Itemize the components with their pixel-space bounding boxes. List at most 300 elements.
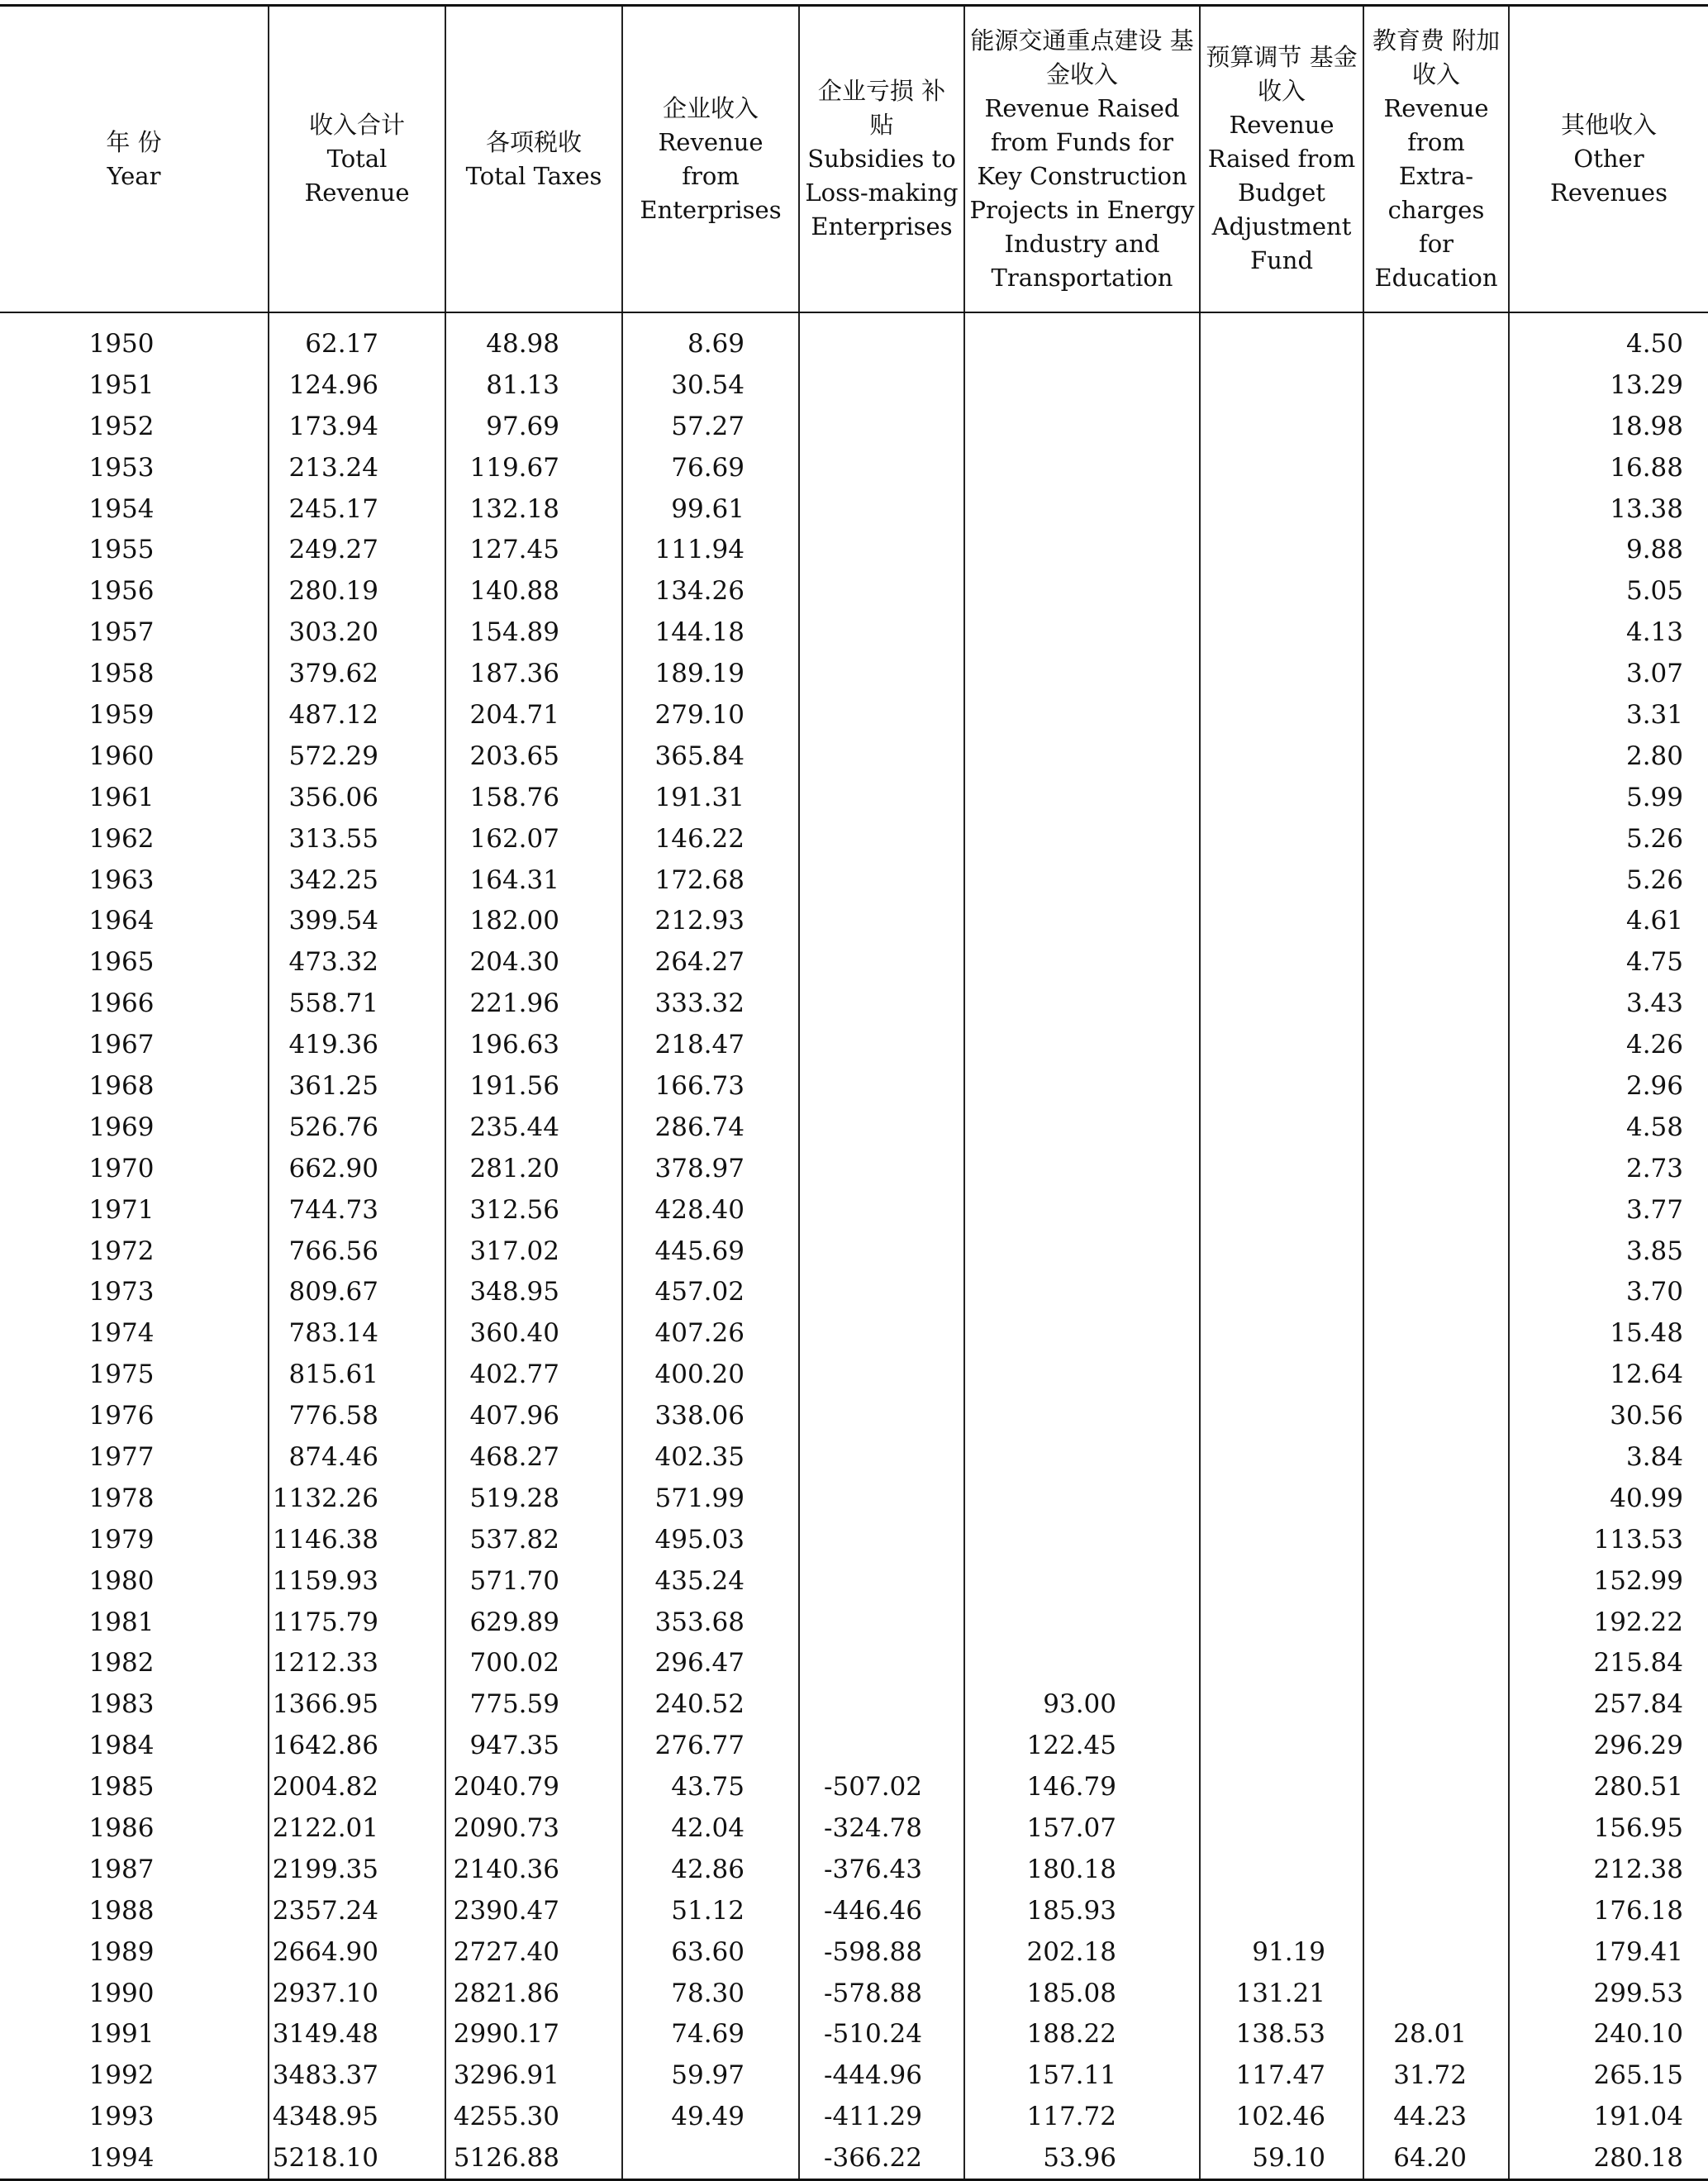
value-cell: 59.10: [1200, 2137, 1363, 2179]
value-cell: [799, 1683, 964, 1725]
value-cell: 146.79: [964, 1766, 1200, 1807]
year-cell: 1978: [88, 1483, 155, 1513]
value-cell: 154.89: [445, 612, 622, 653]
value-cell: 49.49: [622, 2096, 799, 2137]
value-cell: 127.45: [445, 529, 622, 570]
table-row: [0, 406, 1708, 447]
value-cell: 188.22: [964, 2014, 1200, 2055]
value-cell: [964, 777, 1200, 818]
value-cell: [799, 570, 964, 612]
value-cell: [964, 900, 1200, 941]
value-cell: [1200, 1643, 1363, 1684]
year-cell: 1956: [88, 576, 155, 607]
year-cell: 1982: [88, 1648, 155, 1679]
value-cell: 5.26: [1509, 818, 1708, 860]
value-cell: [1200, 1436, 1363, 1478]
value-cell: [799, 860, 964, 901]
header-education: [1363, 6, 1509, 313]
value-cell: 122.45: [964, 1725, 1200, 1766]
table-row: [0, 694, 1708, 736]
value-cell: 185.93: [964, 1890, 1200, 1931]
value-cell: 31.72: [1363, 2055, 1509, 2096]
year-cell: 1968: [88, 1070, 155, 1101]
value-cell: 204.71: [445, 694, 622, 736]
value-cell: 43.75: [622, 1766, 799, 1807]
value-cell: [1363, 1354, 1509, 1395]
table-row: [0, 1807, 1708, 1849]
value-cell: -510.24: [799, 2014, 964, 2055]
year-cell: 1973: [88, 1277, 155, 1307]
value-cell: [964, 941, 1200, 983]
value-cell: 783.14: [269, 1312, 445, 1354]
value-cell: [1200, 570, 1363, 612]
value-cell: 28.01: [1363, 2014, 1509, 2055]
value-cell: 3149.48: [269, 2014, 445, 2055]
value-cell: 445.69: [622, 1231, 799, 1272]
value-cell: [1363, 653, 1509, 694]
value-cell: 202.18: [964, 1931, 1200, 1973]
value-cell: [799, 1312, 964, 1354]
year-cell: 1952: [88, 411, 155, 441]
value-cell: 571.99: [622, 1478, 799, 1519]
value-cell: 487.12: [269, 694, 445, 736]
value-cell: 172.68: [622, 860, 799, 901]
value-cell: 947.35: [445, 1725, 622, 1766]
value-cell: [964, 1024, 1200, 1065]
value-cell: [1363, 1725, 1509, 1766]
value-cell: 53.96: [964, 2137, 1200, 2179]
value-cell: 117.72: [964, 2096, 1200, 2137]
value-cell: 99.61: [622, 488, 799, 530]
value-cell: 185.08: [964, 1973, 1200, 2014]
value-cell: 2.80: [1509, 736, 1708, 777]
value-cell: 4348.95: [269, 2096, 445, 2137]
value-cell: [1200, 1148, 1363, 1189]
value-cell: [1363, 1271, 1509, 1312]
value-cell: 1146.38: [269, 1519, 445, 1560]
value-cell: [964, 364, 1200, 406]
value-cell: [964, 1354, 1200, 1395]
value-cell: [1200, 1683, 1363, 1725]
value-cell: 317.02: [445, 1231, 622, 1272]
value-cell: 1212.33: [269, 1643, 445, 1684]
value-cell: [1363, 1849, 1509, 1890]
value-cell: 162.07: [445, 818, 622, 860]
value-cell: [799, 900, 964, 941]
value-cell: 428.40: [622, 1189, 799, 1231]
year-cell: 1951: [88, 369, 155, 400]
value-cell: 2937.10: [269, 1973, 445, 2014]
value-cell: 3.85: [1509, 1231, 1708, 1272]
table-row: [0, 736, 1708, 777]
value-cell: 2390.47: [445, 1890, 622, 1931]
value-cell: [799, 1519, 964, 1560]
table-row: [0, 2096, 1708, 2137]
header-cn: 年 份: [106, 127, 162, 156]
value-cell: [964, 312, 1200, 364]
value-cell: [964, 1065, 1200, 1107]
table-row: [0, 1725, 1708, 1766]
table-row: [0, 1683, 1708, 1725]
value-cell: 276.77: [622, 1725, 799, 1766]
value-cell: [964, 1271, 1200, 1312]
table-row: [0, 529, 1708, 570]
value-cell: 2.73: [1509, 1148, 1708, 1189]
value-cell: [1200, 900, 1363, 941]
value-cell: 5.26: [1509, 860, 1708, 901]
year-cell: 1979: [88, 1524, 155, 1555]
value-cell: [1363, 900, 1509, 941]
year-cell: 1961: [88, 782, 155, 812]
header-en: Other Revenues: [1550, 145, 1668, 207]
value-cell: 280.19: [269, 570, 445, 612]
header-en: Subsidies to Loss-making Enterprises: [805, 145, 959, 240]
value-cell: 662.90: [269, 1148, 445, 1189]
value-cell: [964, 736, 1200, 777]
value-cell: [799, 312, 964, 364]
value-cell: 5.05: [1509, 570, 1708, 612]
value-cell: -598.88: [799, 1931, 964, 1973]
value-cell: [1363, 1973, 1509, 2014]
value-cell: [964, 1602, 1200, 1643]
value-cell: [799, 1395, 964, 1436]
value-cell: 42.04: [622, 1807, 799, 1849]
value-cell: 457.02: [622, 1271, 799, 1312]
year-cell: 1983: [88, 1689, 155, 1720]
header-en: Total Revenue: [304, 145, 410, 207]
value-cell: [1363, 777, 1509, 818]
value-cell: 64.20: [1363, 2137, 1509, 2179]
year-cell: 1984: [88, 1731, 155, 1761]
year-cell: 1971: [88, 1194, 155, 1225]
value-cell: -446.46: [799, 1890, 964, 1931]
value-cell: 2821.86: [445, 1973, 622, 2014]
value-cell: 348.95: [445, 1271, 622, 1312]
header-cn: 企业收入: [662, 93, 759, 122]
value-cell: 93.00: [964, 1683, 1200, 1725]
value-cell: 111.94: [622, 529, 799, 570]
value-cell: 313.55: [269, 818, 445, 860]
table-row: [0, 818, 1708, 860]
year-cell: 1960: [88, 740, 155, 771]
value-cell: [1200, 736, 1363, 777]
value-cell: [1363, 447, 1509, 488]
value-cell: 15.48: [1509, 1312, 1708, 1354]
value-cell: 240.10: [1509, 2014, 1708, 2055]
value-cell: 138.53: [1200, 2014, 1363, 2055]
value-cell: [799, 447, 964, 488]
value-cell: [1200, 1519, 1363, 1560]
header-en: Revenue from Enterprises: [640, 127, 782, 224]
header-other: [1509, 6, 1708, 313]
value-cell: [1200, 312, 1363, 364]
value-cell: 2199.35: [269, 1849, 445, 1890]
value-cell: 495.03: [622, 1519, 799, 1560]
value-cell: [799, 1107, 964, 1148]
value-cell: 1132.26: [269, 1478, 445, 1519]
year-cell: 1974: [88, 1318, 155, 1349]
value-cell: [799, 1643, 964, 1684]
value-cell: [1363, 1148, 1509, 1189]
value-cell: [964, 1148, 1200, 1189]
value-cell: [799, 941, 964, 983]
value-cell: -411.29: [799, 2096, 964, 2137]
value-cell: 2140.36: [445, 1849, 622, 1890]
value-cell: [964, 860, 1200, 901]
value-cell: 775.59: [445, 1683, 622, 1725]
value-cell: 435.24: [622, 1560, 799, 1602]
value-cell: 473.32: [269, 941, 445, 983]
value-cell: [1200, 1725, 1363, 1766]
value-cell: 399.54: [269, 900, 445, 941]
value-cell: 191.56: [445, 1065, 622, 1107]
value-cell: 356.06: [269, 777, 445, 818]
value-cell: 180.18: [964, 1849, 1200, 1890]
value-cell: [1200, 406, 1363, 447]
table-row: [0, 2014, 1708, 2055]
value-cell: [964, 1312, 1200, 1354]
header-en: Revenue Raised from Budget Adjustment Fund: [1207, 111, 1356, 274]
value-cell: 296.47: [622, 1643, 799, 1684]
year-cell: 1953: [88, 452, 155, 483]
value-cell: 131.21: [1200, 1973, 1363, 2014]
value-cell: -366.22: [799, 2137, 964, 2179]
value-cell: [1363, 736, 1509, 777]
value-cell: [1200, 777, 1363, 818]
value-cell: [799, 777, 964, 818]
value-cell: 400.20: [622, 1354, 799, 1395]
year-cell: 1967: [88, 1030, 155, 1060]
value-cell: 296.29: [1509, 1725, 1708, 1766]
value-cell: [1200, 1395, 1363, 1436]
table-row: [0, 1643, 1708, 1684]
value-cell: 4255.30: [445, 2096, 622, 2137]
value-cell: [1200, 1849, 1363, 1890]
value-cell: 144.18: [622, 612, 799, 653]
value-cell: [964, 1107, 1200, 1148]
value-cell: 4.26: [1509, 1024, 1708, 1065]
value-cell: 286.74: [622, 1107, 799, 1148]
value-cell: 78.30: [622, 1973, 799, 2014]
year-cell: 1963: [88, 864, 155, 895]
value-cell: [1363, 1602, 1509, 1643]
value-cell: 4.58: [1509, 1107, 1708, 1148]
value-cell: 402.77: [445, 1354, 622, 1395]
value-cell: 2990.17: [445, 2014, 622, 2055]
value-cell: [1200, 1065, 1363, 1107]
value-cell: 264.27: [622, 941, 799, 983]
year-cell: 1970: [88, 1153, 155, 1183]
value-cell: 4.61: [1509, 900, 1708, 941]
value-cell: [964, 983, 1200, 1024]
value-cell: 3.77: [1509, 1189, 1708, 1231]
table-row: [0, 488, 1708, 530]
value-cell: [1363, 1312, 1509, 1354]
value-cell: [1363, 364, 1509, 406]
value-cell: [799, 612, 964, 653]
value-cell: -444.96: [799, 2055, 964, 2096]
value-cell: 173.94: [269, 406, 445, 447]
table-row: [0, 1231, 1708, 1272]
value-cell: 280.51: [1509, 1766, 1708, 1807]
table-row: [0, 570, 1708, 612]
table-row: [0, 983, 1708, 1024]
value-cell: [799, 1602, 964, 1643]
value-cell: 13.29: [1509, 364, 1708, 406]
year-cell: 1980: [88, 1565, 155, 1596]
year-cell: 1966: [88, 988, 155, 1019]
value-cell: 1175.79: [269, 1602, 445, 1643]
value-cell: [1363, 818, 1509, 860]
value-cell: 1642.86: [269, 1725, 445, 1766]
year-cell: 1976: [88, 1401, 155, 1431]
year-cell: 1992: [88, 2060, 155, 2091]
value-cell: [964, 447, 1200, 488]
year-cell: 1955: [88, 535, 155, 565]
header-cn: 收入合计: [308, 111, 405, 139]
value-cell: 117.47: [1200, 2055, 1363, 2096]
table-row: [0, 1312, 1708, 1354]
value-cell: 119.67: [445, 447, 622, 488]
value-cell: 13.38: [1509, 488, 1708, 530]
value-cell: 519.28: [445, 1478, 622, 1519]
value-cell: [964, 529, 1200, 570]
value-cell: [1200, 983, 1363, 1024]
header-year: [0, 6, 269, 313]
value-cell: 419.36: [269, 1024, 445, 1065]
value-cell: 280.18: [1509, 2137, 1708, 2179]
value-cell: 299.53: [1509, 1973, 1708, 2014]
value-cell: [799, 1436, 964, 1478]
value-cell: 629.89: [445, 1602, 622, 1643]
year-cell: 1965: [88, 947, 155, 978]
table-row: [0, 1395, 1708, 1436]
value-cell: [1363, 860, 1509, 901]
value-cell: 42.86: [622, 1849, 799, 1890]
value-cell: [1200, 1354, 1363, 1395]
value-cell: -578.88: [799, 1973, 964, 2014]
value-cell: [1200, 694, 1363, 736]
value-cell: 63.60: [622, 1931, 799, 1973]
value-cell: 558.71: [269, 983, 445, 1024]
value-cell: 571.70: [445, 1560, 622, 1602]
value-cell: 215.84: [1509, 1643, 1708, 1684]
year-cell: 1958: [88, 659, 155, 689]
year-cell: 1957: [88, 617, 155, 648]
value-cell: [1363, 1807, 1509, 1849]
value-cell: [1200, 488, 1363, 530]
value-cell: [1200, 612, 1363, 653]
value-cell: 12.64: [1509, 1354, 1708, 1395]
value-cell: [622, 2137, 799, 2179]
value-cell: [964, 1519, 1200, 1560]
value-cell: [799, 1231, 964, 1272]
value-cell: 338.06: [622, 1395, 799, 1436]
value-cell: [1363, 1560, 1509, 1602]
value-cell: [964, 570, 1200, 612]
table-row: [0, 1931, 1708, 1973]
value-cell: [1200, 1890, 1363, 1931]
value-cell: 113.53: [1509, 1519, 1708, 1560]
value-cell: 815.61: [269, 1354, 445, 1395]
table-row: [0, 1560, 1708, 1602]
value-cell: [964, 1189, 1200, 1231]
value-cell: 776.58: [269, 1395, 445, 1436]
value-cell: [1363, 983, 1509, 1024]
value-cell: [1363, 312, 1509, 364]
value-cell: [799, 818, 964, 860]
value-cell: [964, 1478, 1200, 1519]
value-cell: 333.32: [622, 983, 799, 1024]
value-cell: 44.23: [1363, 2096, 1509, 2137]
value-cell: [964, 612, 1200, 653]
value-cell: 3296.91: [445, 2055, 622, 2096]
value-cell: 245.17: [269, 488, 445, 530]
value-cell: 91.19: [1200, 1931, 1363, 1973]
value-cell: 124.96: [269, 364, 445, 406]
value-cell: [799, 529, 964, 570]
year-cell: 1986: [88, 1813, 155, 1843]
year-cell: 1987: [88, 1854, 155, 1884]
header-en: Revenue Raised from Funds for Key Construction Projects in Energy Industry and Transportation: [969, 93, 1195, 292]
value-cell: 30.56: [1509, 1395, 1708, 1436]
value-cell: [1363, 1683, 1509, 1725]
table-row: [0, 1849, 1708, 1890]
value-cell: 192.22: [1509, 1602, 1708, 1643]
value-cell: 700.02: [445, 1643, 622, 1684]
value-cell: 766.56: [269, 1231, 445, 1272]
value-cell: 51.12: [622, 1890, 799, 1931]
value-cell: [1363, 1189, 1509, 1231]
value-cell: 2664.90: [269, 1931, 445, 1973]
value-cell: [1363, 1643, 1509, 1684]
value-cell: 221.96: [445, 983, 622, 1024]
value-cell: -324.78: [799, 1807, 964, 1849]
year-cell: 1991: [88, 2019, 155, 2050]
value-cell: 212.38: [1509, 1849, 1708, 1890]
table-row: [0, 2055, 1708, 2096]
value-cell: [1200, 1231, 1363, 1272]
header-cn: 其他收入: [1560, 111, 1657, 139]
value-cell: 158.76: [445, 777, 622, 818]
value-cell: [799, 1024, 964, 1065]
value-cell: [1363, 1478, 1509, 1519]
value-cell: 191.04: [1509, 2096, 1708, 2137]
year-cell: 1985: [88, 1772, 155, 1802]
value-cell: 57.27: [622, 406, 799, 447]
value-cell: [799, 1148, 964, 1189]
table-row: [0, 941, 1708, 983]
value-cell: [1363, 1766, 1509, 1807]
value-cell: [1200, 1024, 1363, 1065]
value-cell: 265.15: [1509, 2055, 1708, 2096]
value-cell: 468.27: [445, 1436, 622, 1478]
header-cn: 预算调节 基金收入: [1206, 43, 1358, 105]
value-cell: [799, 364, 964, 406]
header-en: Total Taxes: [465, 161, 602, 190]
year-cell: 1977: [88, 1441, 155, 1472]
value-cell: 179.41: [1509, 1931, 1708, 1973]
table-row: [0, 1766, 1708, 1807]
value-cell: [799, 1560, 964, 1602]
value-cell: 281.20: [445, 1148, 622, 1189]
value-cell: [1200, 1107, 1363, 1148]
value-cell: [799, 1478, 964, 1519]
value-cell: [799, 694, 964, 736]
value-cell: 9.88: [1509, 529, 1708, 570]
value-cell: 407.26: [622, 1312, 799, 1354]
value-cell: 218.47: [622, 1024, 799, 1065]
